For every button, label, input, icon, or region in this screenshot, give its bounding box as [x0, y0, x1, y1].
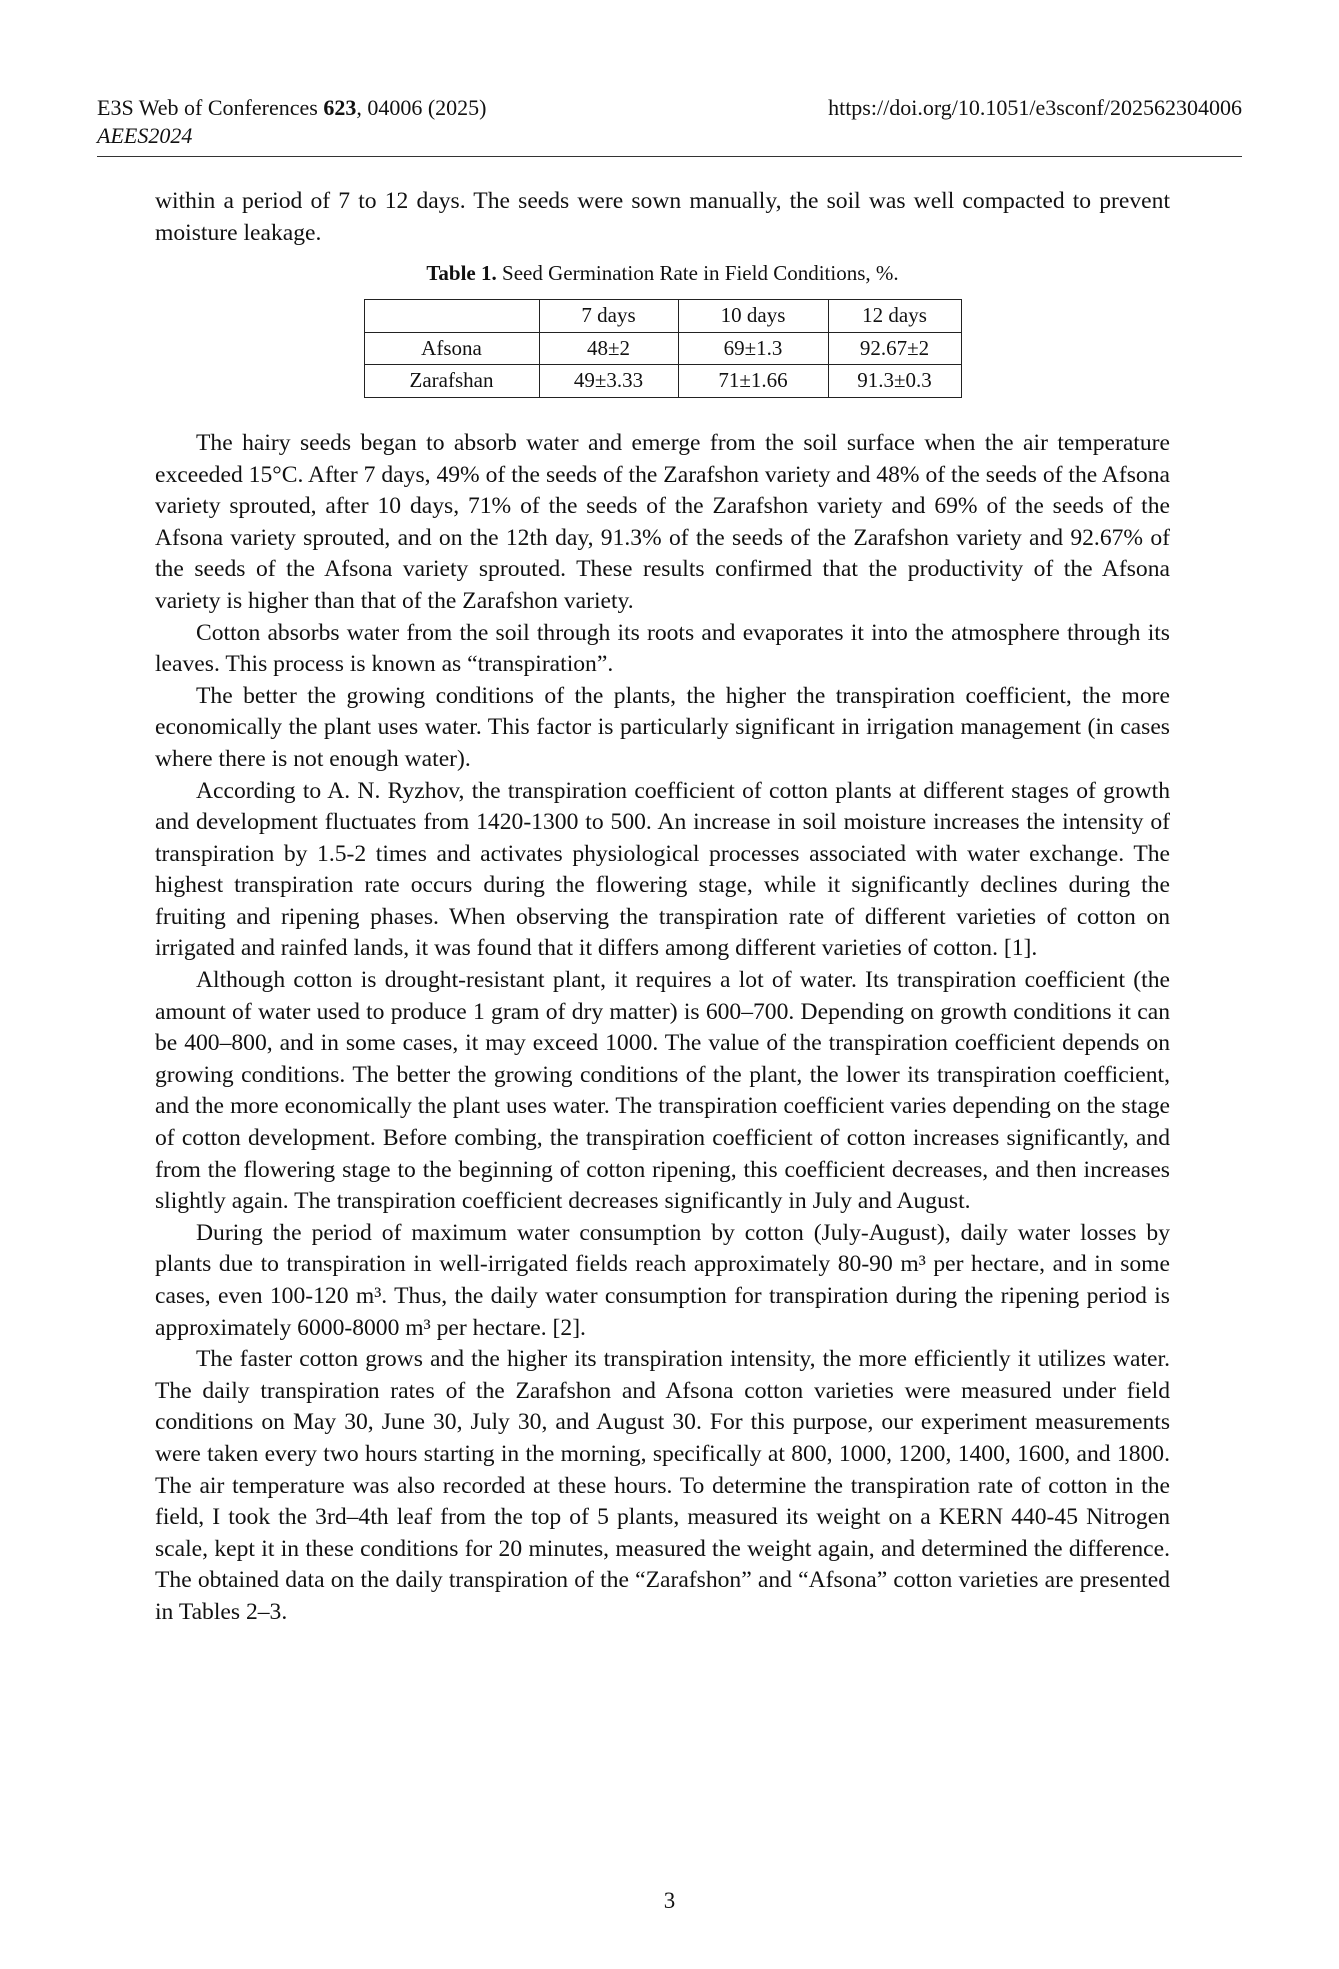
table-caption [155, 259, 1170, 287]
table-row [364, 332, 961, 365]
paragraph: The hairy seeds began to absorb water and emerge from the soil surface when the air temperature exceeded 15°C. After 7 days, 49% of the seeds of the Zarafshon variety and 48% of the seeds of the Afsona variety sprouted, after 10 days, 71% of the seeds of the Zarafshon variety and 69% of the seeds of the Afsona variety sprouted, and on the 12th day, 91.3% of the seeds of the Zarafshon variety and 92.67% of the seeds of the Afsona variety sprouted. These results confirmed that the productivity of the Afsona variety is higher than that of the Zarafshon variety. [155, 429, 1170, 614]
journal-citation [97, 94, 486, 122]
table-cell: Zarafshan [364, 365, 539, 398]
table-caption-label: Table 1. [426, 261, 497, 286]
article-number: , 04006 (2025) [356, 95, 487, 120]
paragraph: According to A. N. Ryzhov, the transpiration coefficient of cotton plants at different stages of growth and development fluctuates from 1420-1300 to 500. An increase in soil moisture increases the intensity of transpiration by 1.5-2 times and activates physiological processes associated with water exchange. The highest transpiration rate occurs during the flowering stage, while it significantly declines during the fruiting and ripening phases. When observing the transpiration rate of different varieties of cotton on irrigated and rainfed lands, it was found that it differs among different varieties of cotton. [1]. [155, 777, 1170, 962]
doi-link[interactable]: https://doi.org/10.1051/e3sconf/202562304006 [828, 95, 1242, 120]
page-header [97, 94, 1242, 157]
paragraph: Cotton absorbs water from the soil through its roots and evaporates it into the atmosphere through its leaves. This process is known as “transpiration”. [155, 619, 1170, 678]
table-cell: 71±1.66 [678, 365, 828, 398]
paragraph: The faster cotton grows and the higher its transpiration intensity, the more efficiently it utilizes water. The daily transpiration rates of the Zarafshon and Afsona cotton varieties were measured under field conditions on May 30, June 30, July 30, and August 30. For this purpose, our experiment measurements were taken every two hours starting in the morning, specifically at 800, 1000, 1200, 1400, 1600, and 1800. The air temperature was also recorded at these hours. To determine the transpiration rate of cotton in the field, I took the 3rd–4th leaf from the top of 5 plants, measured its weight on a KERN 440-45 Nitrogen scale, kept it in these conditions for 20 minutes, measured the weight again, and determined the difference. The obtained data on the daily transpiration of the “Zarafshon” and “Afsona” cotton varieties are presented in Tables 2–3. [155, 1346, 1170, 1625]
table-cell: 69±1.3 [678, 332, 828, 365]
table-cell: 49±3.33 [539, 365, 678, 398]
conference-name: AEES2024 [97, 123, 193, 148]
table-row [364, 365, 961, 398]
journal-name: E3S Web of Conferences [97, 95, 324, 120]
paragraph: Although cotton is drought-resistant plant, it requires a lot of water. Its transpiration coefficient (the amount of water used to produce 1 gram of dry matter) is 600–700. Depending on growth conditions it can be 400–800, and in some cases, it may exceed 1000. The value of the transpiration coefficient depends on growing conditions. The better the growing conditions of the plant, the lower its transpiration coefficient, and the more economically the plant uses water. The transpiration coefficient varies depending on the stage of cotton development. Before combing, the transpiration coefficient of cotton increases significantly, and from the flowering stage to the beginning of cotton ripening, this coefficient decreases, and then increases slightly again. The transpiration coefficient decreases significantly in July and August. [155, 967, 1170, 1215]
page-number: 3 [663, 1888, 676, 1913]
table-caption-text: Seed Germination Rate in Field Conditions, %. [496, 261, 899, 286]
table-cell: 92.67±2 [828, 332, 961, 365]
table-header-cell: 10 days [678, 300, 828, 333]
table-header-cell: 12 days [828, 300, 961, 333]
table-header-cell: 7 days [539, 300, 678, 333]
table-cell: 48±2 [539, 332, 678, 365]
paragraph-continued: within a period of 7 to 12 days. The seeds were sown manually, the soil was well compacted to prevent moisture leakage. [155, 188, 1170, 246]
table-cell: Afsona [364, 332, 539, 365]
page-content [155, 186, 1170, 1629]
table-header-row [364, 300, 961, 333]
header-left [97, 94, 486, 150]
table-wrapper [155, 299, 1170, 398]
table-header-cell [364, 300, 539, 333]
germination-table [364, 299, 962, 398]
paragraph: During the period of maximum water consumption by cotton (July-August), daily water losses by plants due to transpiration in well-irrigated fields reach approximately 80-90 m³ per hectare, and in some cases, even 100-120 m³. Thus, the daily water consumption for transpiration during the ripening period is approximately 6000-8000 m³ per hectare. [2]. [155, 1219, 1170, 1341]
journal-volume: 623 [323, 95, 357, 120]
paragraph: The better the growing conditions of the plants, the higher the transpiration coefficient, the more economically the plant uses water. This factor is particularly significant in irrigation management (in cases where there is not enough water). [155, 682, 1170, 772]
table-cell: 91.3±0.3 [828, 365, 961, 398]
